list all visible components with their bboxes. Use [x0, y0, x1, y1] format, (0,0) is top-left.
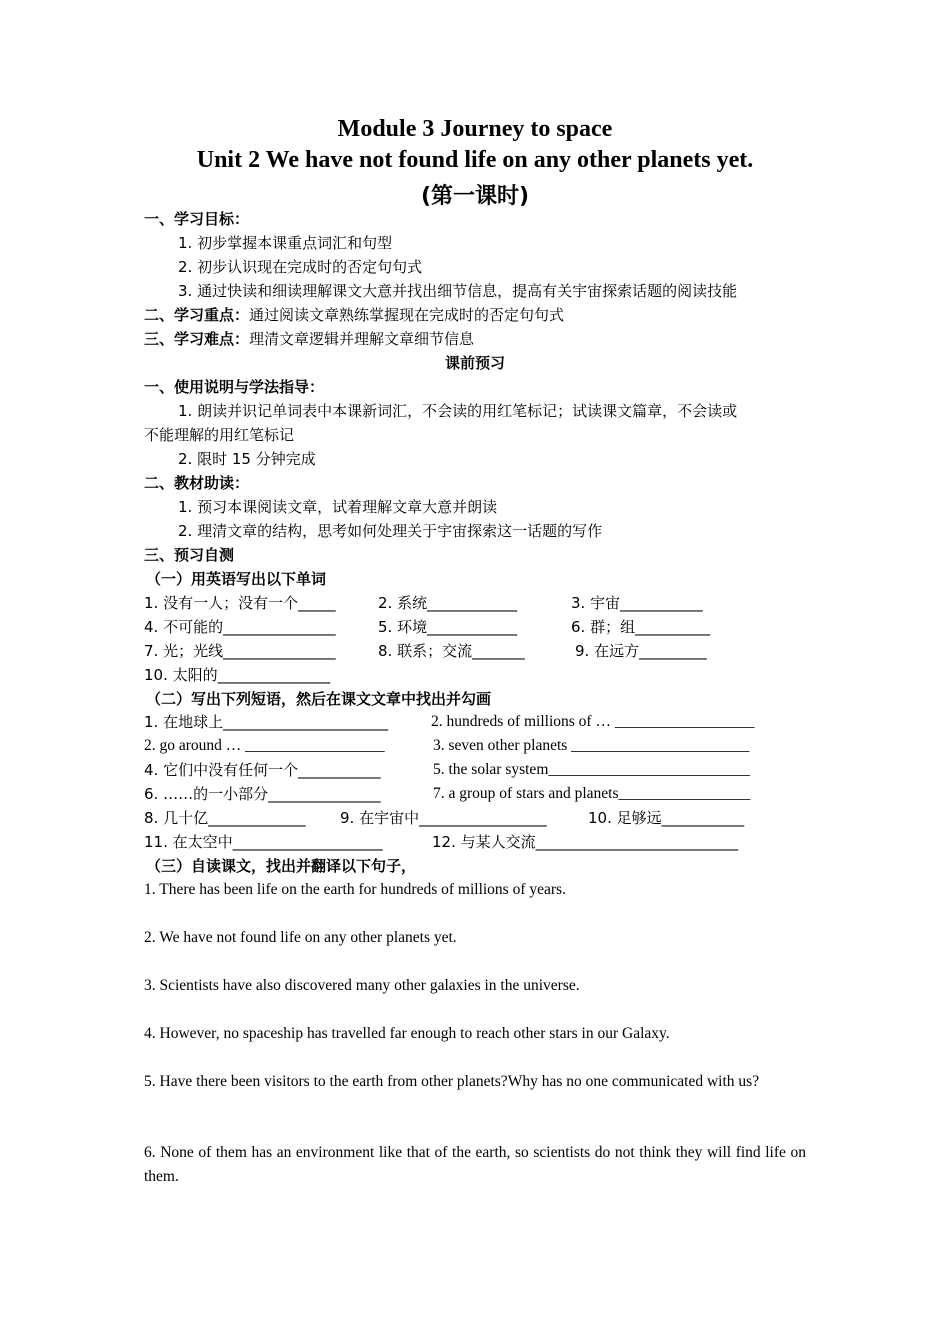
phrase-item: 10. 足够远___________	[588, 809, 745, 827]
difficulties-label: 三、学习难点：	[144, 330, 250, 348]
preview-title: 课前预习	[444, 354, 505, 372]
guide-item-2: 2. 限时 15 分钟完成	[178, 450, 316, 468]
phrase-item: 11. 在太空中____________________	[144, 833, 383, 851]
phrase-item: 2. go around … __________________	[144, 737, 385, 754]
key-points-text: 通过阅读文章熟练掌握现在完成时的否定句句式	[249, 306, 565, 324]
objective-item: 1. 初步掌握本课重点词汇和句型	[178, 234, 393, 252]
word-item: 3. 宇宙___________	[571, 594, 703, 612]
unit-title: Unit 2 We have not found life on any other planets yet.	[196, 147, 754, 173]
sentence-item: 2. We have not found life on any other planets yet.	[144, 929, 457, 946]
aid-item: 2. 理清文章的结构，思考如何处理关于宇宙探索这一话题的写作	[178, 522, 603, 540]
word-item: 7. 光；光线_______________	[144, 642, 336, 660]
guide-item-1-cont: 不能理解的用红笔标记	[144, 426, 295, 444]
phrase-item: 4. 它们中没有任何一个___________	[144, 761, 381, 779]
objectives-heading: 一、学习目标：	[144, 210, 250, 228]
sentence-item: 4. However, no spaceship has travelled far enough to reach other stars in our Galaxy.	[144, 1025, 670, 1042]
period-label: (第一课时)	[420, 184, 530, 209]
sentence-item: 5. Have there been visitors to the earth from other planets?Why has no one communicated with us?	[144, 1073, 760, 1090]
key-points-label: 二、学习重点：	[144, 306, 250, 324]
sentence-item: 1. There has been life on the earth for hundreds of millions of years.	[144, 881, 566, 898]
phrase-item: 6. ……的一小部分_______________	[144, 785, 381, 803]
part3-heading: （三）自读课文，找出并翻译以下句子，	[146, 857, 417, 875]
phrase-item: 9. 在宇宙中_________________	[340, 809, 547, 827]
word-item: 2. 系统____________	[378, 594, 518, 612]
phrase-item: 7. a group of stars and planets_________________	[433, 785, 751, 802]
word-item: 4. 不可能的_______________	[144, 618, 336, 636]
sentence-item: 6. None of them has an environment like that of the earth, so scientists do not think they will find life on them.	[144, 1144, 806, 1185]
phrase-item: 12. 与某人交流___________________________	[432, 833, 739, 851]
phrase-item: 8. 几十亿_____________	[144, 809, 306, 827]
phrase-item: 5. the solar system__________________________	[433, 761, 750, 778]
objective-item: 2. 初步认识现在完成时的否定句句式	[178, 258, 423, 276]
module-title: Module 3 Journey to space	[337, 116, 613, 142]
phrase-item: 1. 在地球上______________________	[144, 713, 389, 731]
word-item: 8. 联系；交流_______	[378, 642, 525, 660]
word-item: 9. 在远方_________	[575, 642, 707, 660]
phrase-item: 2. hundreds of millions of … __________________	[431, 713, 755, 730]
key-points	[144, 303, 806, 327]
aid-item: 1. 预习本课阅读文章，试着理解文章大意并朗读	[178, 498, 498, 516]
objective-item: 3. 通过快读和细读理解课文大意并找出细节信息，提高有关宇宙探索话题的阅读技能	[178, 282, 738, 300]
word-item: 10. 太阳的_______________	[144, 666, 331, 684]
selftest-heading: 三、预习自测	[144, 546, 235, 564]
phrase-item: 3. seven other planets _______________________	[433, 737, 750, 754]
part2-heading: （二）写出下列短语，然后在课文文章中找出并勾画	[146, 690, 492, 708]
sentence-item: 3. Scientists have also discovered many other galaxies in the universe.	[144, 977, 580, 994]
word-item: 6. 群；组__________	[571, 618, 711, 636]
difficulties-text: 理清文章逻辑并理解文章细节信息	[249, 330, 475, 348]
word-item: 1. 没有一人；没有一个_____	[144, 594, 336, 612]
word-item: 5. 环境____________	[378, 618, 518, 636]
part1-heading: （一）用英语写出以下单词	[146, 570, 327, 588]
guide-heading: 一、使用说明与学法指导：	[144, 378, 325, 396]
difficulties	[144, 327, 806, 351]
guide-item-1: 1. 朗读并识记单词表中本课新词汇，不会读的用红笔标记；试读课文篇章，不会读或	[178, 402, 738, 420]
aids-heading: 二、教材助读：	[144, 474, 250, 492]
